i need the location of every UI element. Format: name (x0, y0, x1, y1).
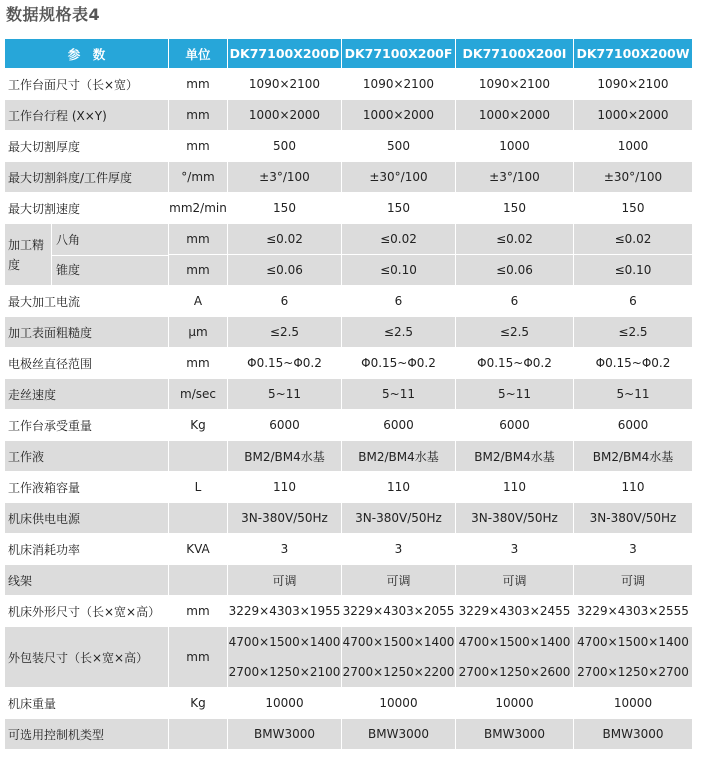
value-cell: 150 (228, 193, 342, 224)
value-cell: 1090×2100 (574, 69, 693, 100)
value-cell: 5~11 (456, 379, 574, 410)
spec-table (4, 38, 693, 750)
param-cell: 工作台承受重量 (5, 410, 169, 441)
value-cell: 110 (228, 472, 342, 503)
table-row (5, 224, 693, 255)
table-row (5, 131, 693, 162)
param-cell: 最大加工电流 (5, 286, 169, 317)
param-cell: 机床外形尺寸（长×宽×高） (5, 596, 169, 627)
value-cell: BM2/BM4水基 (228, 441, 342, 472)
value-cell (456, 627, 574, 688)
unit-cell: mm2/min (169, 193, 228, 224)
param-cell: 机床供电电源 (5, 503, 169, 534)
value-cell: 110 (456, 472, 574, 503)
value-cell: 3 (456, 534, 574, 565)
value-cell: ±30°/100 (342, 162, 456, 193)
value-line: 4700×1500×1400 (577, 635, 689, 649)
table-header-row (5, 39, 693, 69)
unit-cell: L (169, 472, 228, 503)
value-line: 2700×1250×2200 (342, 665, 455, 679)
header-model-d: DK77100X200D (228, 39, 342, 69)
table-row (5, 69, 693, 100)
value-cell: 150 (574, 193, 693, 224)
unit-cell: A (169, 286, 228, 317)
value-cell: Φ0.15~Φ0.2 (574, 348, 693, 379)
value-cell: 5~11 (574, 379, 693, 410)
value-cell (228, 627, 342, 688)
value-cell: ≤0.10 (574, 255, 693, 286)
header-param: 参 数 (5, 39, 169, 69)
param-cell: 最大切割速度 (5, 193, 169, 224)
value-cell: ±3°/100 (456, 162, 574, 193)
value-cell: ≤2.5 (342, 317, 456, 348)
value-cell: 500 (228, 131, 342, 162)
table-row (5, 100, 693, 131)
value-cell: 可调 (228, 565, 342, 596)
value-cell: BMW3000 (574, 719, 693, 750)
unit-cell: mm (169, 255, 228, 286)
param-cell: 工作台面尺寸（长×宽） (5, 69, 169, 100)
value-cell: BMW3000 (456, 719, 574, 750)
value-cell: 1000×2000 (574, 100, 693, 131)
unit-cell: mm (169, 348, 228, 379)
value-cell (342, 627, 456, 688)
param-cell: 可选用控制机类型 (5, 719, 169, 750)
value-cell: BMW3000 (342, 719, 456, 750)
value-cell: 1000×2000 (456, 100, 574, 131)
value-cell: ≤0.06 (228, 255, 342, 286)
table-row (5, 317, 693, 348)
value-cell: 1090×2100 (228, 69, 342, 100)
value-cell: 6 (342, 286, 456, 317)
value-cell: 110 (342, 472, 456, 503)
value-cell: 6 (574, 286, 693, 317)
param-cell: 工作台行程 (X×Y) (5, 100, 169, 131)
value-cell: 10000 (228, 688, 342, 719)
value-cell: 3229×4303×2455 (456, 596, 574, 627)
value-cell: 6000 (456, 410, 574, 441)
value-line: 2700×1250×2600 (458, 665, 571, 679)
unit-cell: μm (169, 317, 228, 348)
value-cell: ±30°/100 (574, 162, 693, 193)
header-model-i: DK77100X200I (456, 39, 574, 69)
unit-cell: KVA (169, 534, 228, 565)
value-cell: 可调 (574, 565, 693, 596)
value-cell: ≤0.02 (342, 224, 456, 255)
value-cell: 3 (574, 534, 693, 565)
unit-cell: Kg (169, 688, 228, 719)
value-line: 4700×1500×1400 (458, 635, 571, 649)
value-cell: 1090×2100 (342, 69, 456, 100)
value-cell: 150 (456, 193, 574, 224)
param-cell: 最大切割厚度 (5, 131, 169, 162)
value-cell: ≤0.02 (456, 224, 574, 255)
value-cell: BM2/BM4水基 (342, 441, 456, 472)
value-cell: 1000×2000 (228, 100, 342, 131)
precision-label: 加工精度 (8, 237, 45, 272)
header-model-f: DK77100X200F (342, 39, 456, 69)
table-row (5, 162, 693, 193)
precision-sub-label: 八角 (51, 224, 168, 256)
header-model-w: DK77100X200W (574, 39, 693, 69)
value-cell: 1000 (574, 131, 693, 162)
unit-cell: °/mm (169, 162, 228, 193)
value-cell: 500 (342, 131, 456, 162)
value-cell: 5~11 (342, 379, 456, 410)
value-cell: 10000 (342, 688, 456, 719)
table-row (5, 503, 693, 534)
table-row (5, 565, 693, 596)
unit-cell (169, 503, 228, 534)
value-cell: BM2/BM4水基 (456, 441, 574, 472)
value-cell: 110 (574, 472, 693, 503)
value-cell: ≤0.06 (456, 255, 574, 286)
value-cell: 3N-380V/50Hz (342, 503, 456, 534)
unit-cell (169, 441, 228, 472)
param-cell: 工作液 (5, 441, 169, 472)
value-line: 2700×1250×2700 (577, 665, 689, 679)
value-cell: 3229×4303×1955 (228, 596, 342, 627)
param-cell: 走丝速度 (5, 379, 169, 410)
value-cell: 3229×4303×2055 (342, 596, 456, 627)
value-cell: ≤2.5 (456, 317, 574, 348)
value-cell: 150 (342, 193, 456, 224)
value-cell: 3 (342, 534, 456, 565)
param-cell: 线架 (5, 565, 169, 596)
param-cell: 机床重量 (5, 688, 169, 719)
value-cell: 6 (456, 286, 574, 317)
table-row (5, 596, 693, 627)
value-cell: Φ0.15~Φ0.2 (228, 348, 342, 379)
unit-cell: mm (169, 224, 228, 255)
unit-cell: mm (169, 596, 228, 627)
value-cell: BM2/BM4水基 (574, 441, 693, 472)
unit-cell: mm (169, 627, 228, 688)
unit-cell: m/sec (169, 379, 228, 410)
table-row (5, 534, 693, 565)
unit-cell: mm (169, 69, 228, 100)
value-cell: Φ0.15~Φ0.2 (456, 348, 574, 379)
unit-cell: mm (169, 131, 228, 162)
table-row (5, 193, 693, 224)
value-cell: 6000 (228, 410, 342, 441)
unit-cell: Kg (169, 410, 228, 441)
param-cell: 机床消耗功率 (5, 534, 169, 565)
param-cell: 外包装尺寸（长×宽×高） (5, 627, 169, 688)
table-row (5, 348, 693, 379)
table-row (5, 410, 693, 441)
value-cell: ≤0.02 (228, 224, 342, 255)
value-cell: 3 (228, 534, 342, 565)
value-cell: 1090×2100 (456, 69, 574, 100)
precision-param-cell (5, 224, 169, 286)
value-cell: ≤0.10 (342, 255, 456, 286)
table-row (5, 719, 693, 750)
value-cell: 5~11 (228, 379, 342, 410)
value-cell: ≤2.5 (228, 317, 342, 348)
value-line: 4700×1500×1400 (342, 635, 455, 649)
value-cell: 1000 (456, 131, 574, 162)
value-cell: 可调 (456, 565, 574, 596)
table-row (5, 472, 693, 503)
page-title: 数据规格表4 (6, 5, 101, 24)
param-cell: 最大切割斜度/工件厚度 (5, 162, 169, 193)
value-cell: ≤2.5 (574, 317, 693, 348)
value-cell: 3N-380V/50Hz (574, 503, 693, 534)
unit-cell: mm (169, 100, 228, 131)
unit-cell (169, 565, 228, 596)
table-row (5, 627, 693, 688)
value-cell: 可调 (342, 565, 456, 596)
value-cell: 10000 (456, 688, 574, 719)
value-cell: BMW3000 (228, 719, 342, 750)
table-row (5, 379, 693, 410)
value-line: 2700×1250×2100 (228, 665, 341, 679)
param-cell: 工作液箱容量 (5, 472, 169, 503)
value-line: 4700×1500×1400 (228, 635, 341, 649)
value-cell: ≤0.02 (574, 224, 693, 255)
param-cell: 加工表面粗糙度 (5, 317, 169, 348)
value-cell (574, 627, 693, 688)
value-cell: Φ0.15~Φ0.2 (342, 348, 456, 379)
table-row (5, 286, 693, 317)
unit-cell (169, 719, 228, 750)
value-cell: 3N-380V/50Hz (456, 503, 574, 534)
value-cell: 6 (228, 286, 342, 317)
value-cell: 10000 (574, 688, 693, 719)
value-cell: 6000 (342, 410, 456, 441)
precision-sub-label: 锥度 (51, 255, 168, 286)
header-unit: 单位 (169, 39, 228, 69)
value-cell: 1000×2000 (342, 100, 456, 131)
param-cell: 电极丝直径范围 (5, 348, 169, 379)
value-cell: 3N-380V/50Hz (228, 503, 342, 534)
value-cell: ±3°/100 (228, 162, 342, 193)
table-row (5, 441, 693, 472)
value-cell: 3229×4303×2555 (574, 596, 693, 627)
table-row (5, 688, 693, 719)
value-cell: 6000 (574, 410, 693, 441)
